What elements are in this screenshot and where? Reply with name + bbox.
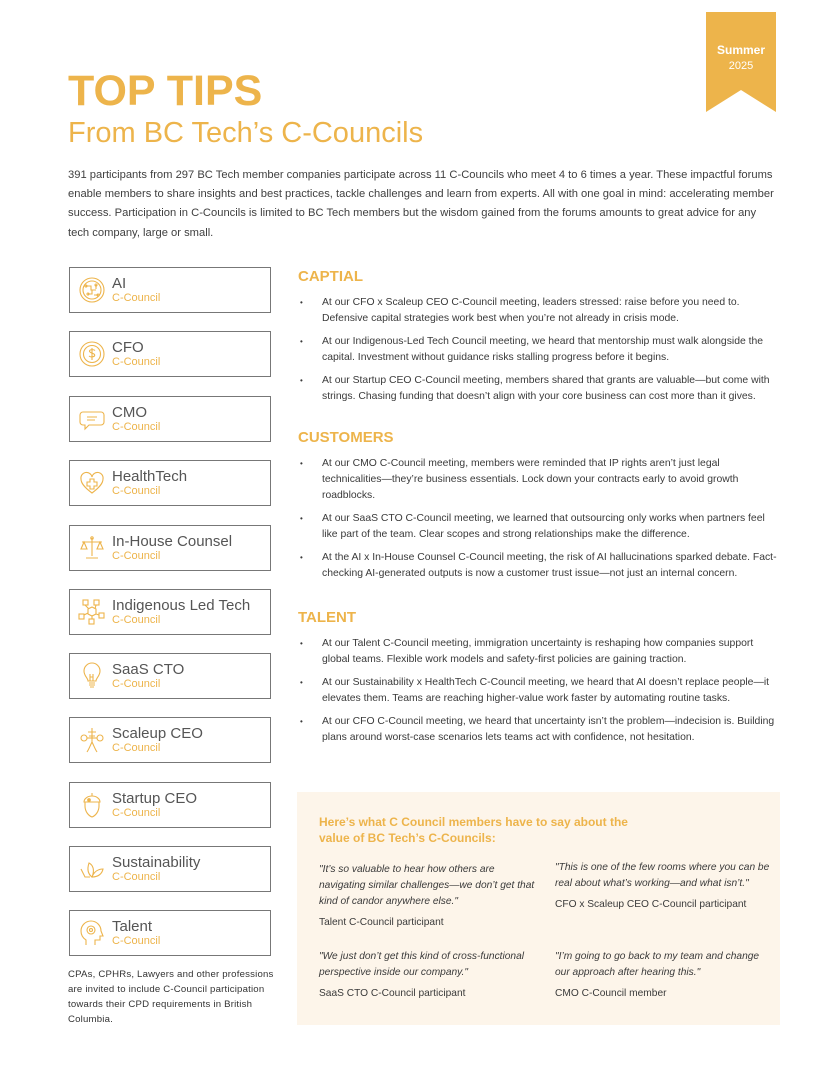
tip-text: At our Startup CEO C-Council meeting, members shared that grants are valuable—but come with strings. Chasing funding that doesn’t align with your core business can cost more than it gives.: [322, 375, 770, 402]
council-sub: C-Council: [112, 871, 161, 883]
season-ribbon-badge: [706, 12, 776, 112]
council-name: CMO: [112, 404, 147, 421]
tip-text: At our CFO C-Council meeting, we heard that uncertainty isn’t the problem—indecision is. Building plans around worst-case scenarios lets teams act with confidence, not hesitation.: [322, 716, 775, 743]
tip-item: [298, 550, 782, 582]
council-card-talent: [69, 910, 271, 956]
tips-list: [298, 295, 782, 412]
intro-paragraph: 391 participants from 297 BC Tech member companies participate across 11 C-Councils who meet 4 to 6 times a year. These impactful forums enable members to share insights and best practices, tackle challenges and learn from experts. All with one goal in mind: accelerating member success. Participation in C-Councils is limited to BC Tech members but the wisdom gained from the forums amounts to great advice for any tech company, large or small.: [68, 169, 774, 239]
acorn-icon: [78, 791, 106, 819]
tip-item: [298, 636, 782, 668]
tip-text: At the AI x In-House Counsel C-Council meeting, the risk of AI hallucinations sparked debate. Fact-checking AI-generated outputs is now a customer trust issue—not just an internal concern.: [322, 552, 777, 579]
council-name: Talent: [112, 918, 153, 935]
lightbulb-icon: [78, 662, 106, 690]
tip-item: [298, 295, 782, 327]
council-name: AI: [112, 275, 127, 292]
tip-item: [298, 373, 782, 405]
bullet-icon: •: [300, 678, 303, 687]
council-card-indigenous-led-tech: [69, 589, 271, 635]
tip-text: At our Sustainability x HealthTech C-Council meeting, we heard that AI doesn’t replace people—it elevates them. Teams are reaching higher-value work faster by automating routine tasks.: [322, 677, 770, 704]
council-name: In-House Counsel: [112, 533, 233, 550]
bullet-icon: •: [300, 298, 303, 307]
tip-item: [298, 714, 782, 746]
tip-text: At our CFO x Scaleup CEO C-Council meeting, leaders stressed: raise before you need to. Defensive capital strategies work best when you’re not already in crisis mode.: [322, 297, 740, 324]
badge-year: 2025: [728, 60, 754, 72]
tips-list: [298, 636, 782, 753]
section-heading: CAPTIAL: [298, 268, 363, 285]
network-cubes-icon: [78, 598, 106, 626]
testimonial: [319, 949, 539, 1002]
council-card-sustainability: [69, 846, 271, 892]
circuit-brain-icon: [78, 276, 106, 304]
quote-attribution: CFO x Scaleup CEO C-Council participant: [555, 899, 747, 910]
council-sub: C-Council: [112, 678, 161, 690]
bullet-icon: •: [300, 459, 303, 468]
council-sub: C-Council: [112, 421, 161, 433]
testimonial: [555, 949, 775, 1002]
council-card-cfo: [69, 331, 271, 377]
bullet-icon: •: [300, 376, 303, 385]
badge-season: Summer: [716, 43, 766, 57]
council-name: CFO: [112, 339, 144, 356]
dollar-coin-icon: [78, 340, 106, 368]
council-sub: C-Council: [112, 935, 161, 947]
page-title: TOP TIPS: [68, 67, 263, 115]
council-card-startup-ceo: [69, 782, 271, 828]
leaf-hand-icon: [78, 855, 106, 883]
council-name: Startup CEO: [112, 790, 198, 807]
quote-text: "It’s so valuable to hear how others are navigating similar challenges—we don’t get that kind of candor anywhere else.": [319, 864, 535, 907]
council-sub: C-Council: [112, 550, 161, 562]
scales-icon: [78, 534, 106, 562]
bullet-icon: •: [300, 337, 303, 346]
council-card-scaleup-ceo: [69, 717, 271, 763]
council-sub: C-Council: [112, 742, 161, 754]
council-name: Indigenous Led Tech: [112, 597, 251, 614]
tip-text: At our Indigenous-Led Tech Council meeting, we heard that mentorship must walk alongside the capital. Investment without guidance risks stalling progress before it begins.: [322, 336, 764, 363]
testimonial: [555, 860, 775, 913]
council-card-in-house-counsel: [69, 525, 271, 571]
council-card-cmo: [69, 396, 271, 442]
tip-item: [298, 334, 782, 366]
page-subtitle: From BC Tech’s C-Councils: [68, 117, 424, 149]
quote-text: "I’m going to go back to my team and change our approach after hearing this.": [555, 951, 760, 978]
quote-attribution: SaaS CTO C-Council participant: [319, 988, 466, 999]
bullet-icon: •: [300, 639, 303, 648]
council-name: Scaleup CEO: [112, 725, 203, 742]
quote-text: "This is one of the few rooms where you can be real about what’s working—and what isn’t.": [555, 862, 770, 889]
tip-item: [298, 511, 782, 543]
tips-list: [298, 456, 782, 589]
tip-text: At our SaaS CTO C-Council meeting, we learned that outsourcing only works when partners feel like part of the team. Clear scopes and strong relationships make the difference.: [322, 513, 765, 540]
quote-attribution: CMO C-Council member: [555, 988, 667, 999]
testimonials-heading: Here’s what C Council members have to say about the value of BC Tech’s C-Councils:: [319, 815, 628, 845]
council-name: SaaS CTO: [112, 661, 185, 678]
tip-text: At our CMO C-Council meeting, members were reminded that IP rights aren’t just legal technicalities—they’re business essentials. Lock down your contracts early to avoid growth roadblocks.: [322, 458, 739, 501]
council-card-saas-cto: [69, 653, 271, 699]
section-heading: TALENT: [298, 609, 357, 626]
council-card-healthtech: [69, 460, 271, 506]
bullet-icon: •: [300, 514, 303, 523]
testimonials-box: [297, 792, 780, 1025]
chat-bubble-icon: [78, 405, 106, 433]
council-sub: C-Council: [112, 292, 161, 304]
council-sub: C-Council: [112, 614, 161, 626]
heart-plus-icon: [78, 469, 106, 497]
council-name: Sustainability: [112, 854, 201, 871]
council-sub: C-Council: [112, 807, 161, 819]
quote-attribution: Talent C-Council participant: [319, 917, 444, 928]
head-gear-icon: [78, 919, 106, 947]
testimonial: [319, 862, 539, 931]
council-sub: C-Council: [112, 485, 161, 497]
cpd-note: CPAs, CPHRs, Lawyers and other professions are invited to include C-Council participation towards their CPD requirements in British Columbia.: [68, 969, 274, 1025]
quote-text: "We just don’t get this kind of cross-functional perspective inside our company.": [319, 951, 525, 978]
tip-item: [298, 675, 782, 707]
growing-tree-icon: [78, 726, 106, 754]
tip-item: [298, 456, 782, 504]
council-name: HealthTech: [112, 468, 188, 485]
section-heading: CUSTOMERS: [298, 429, 394, 446]
council-card-ai: [69, 267, 271, 313]
bullet-icon: •: [300, 553, 303, 562]
council-sub: C-Council: [112, 356, 161, 368]
bullet-icon: •: [300, 717, 303, 726]
tip-text: At our Talent C-Council meeting, immigration uncertainty is reshaping how companies support global teams. Flexible work models and safety-first policies are gaining traction.: [322, 638, 754, 665]
